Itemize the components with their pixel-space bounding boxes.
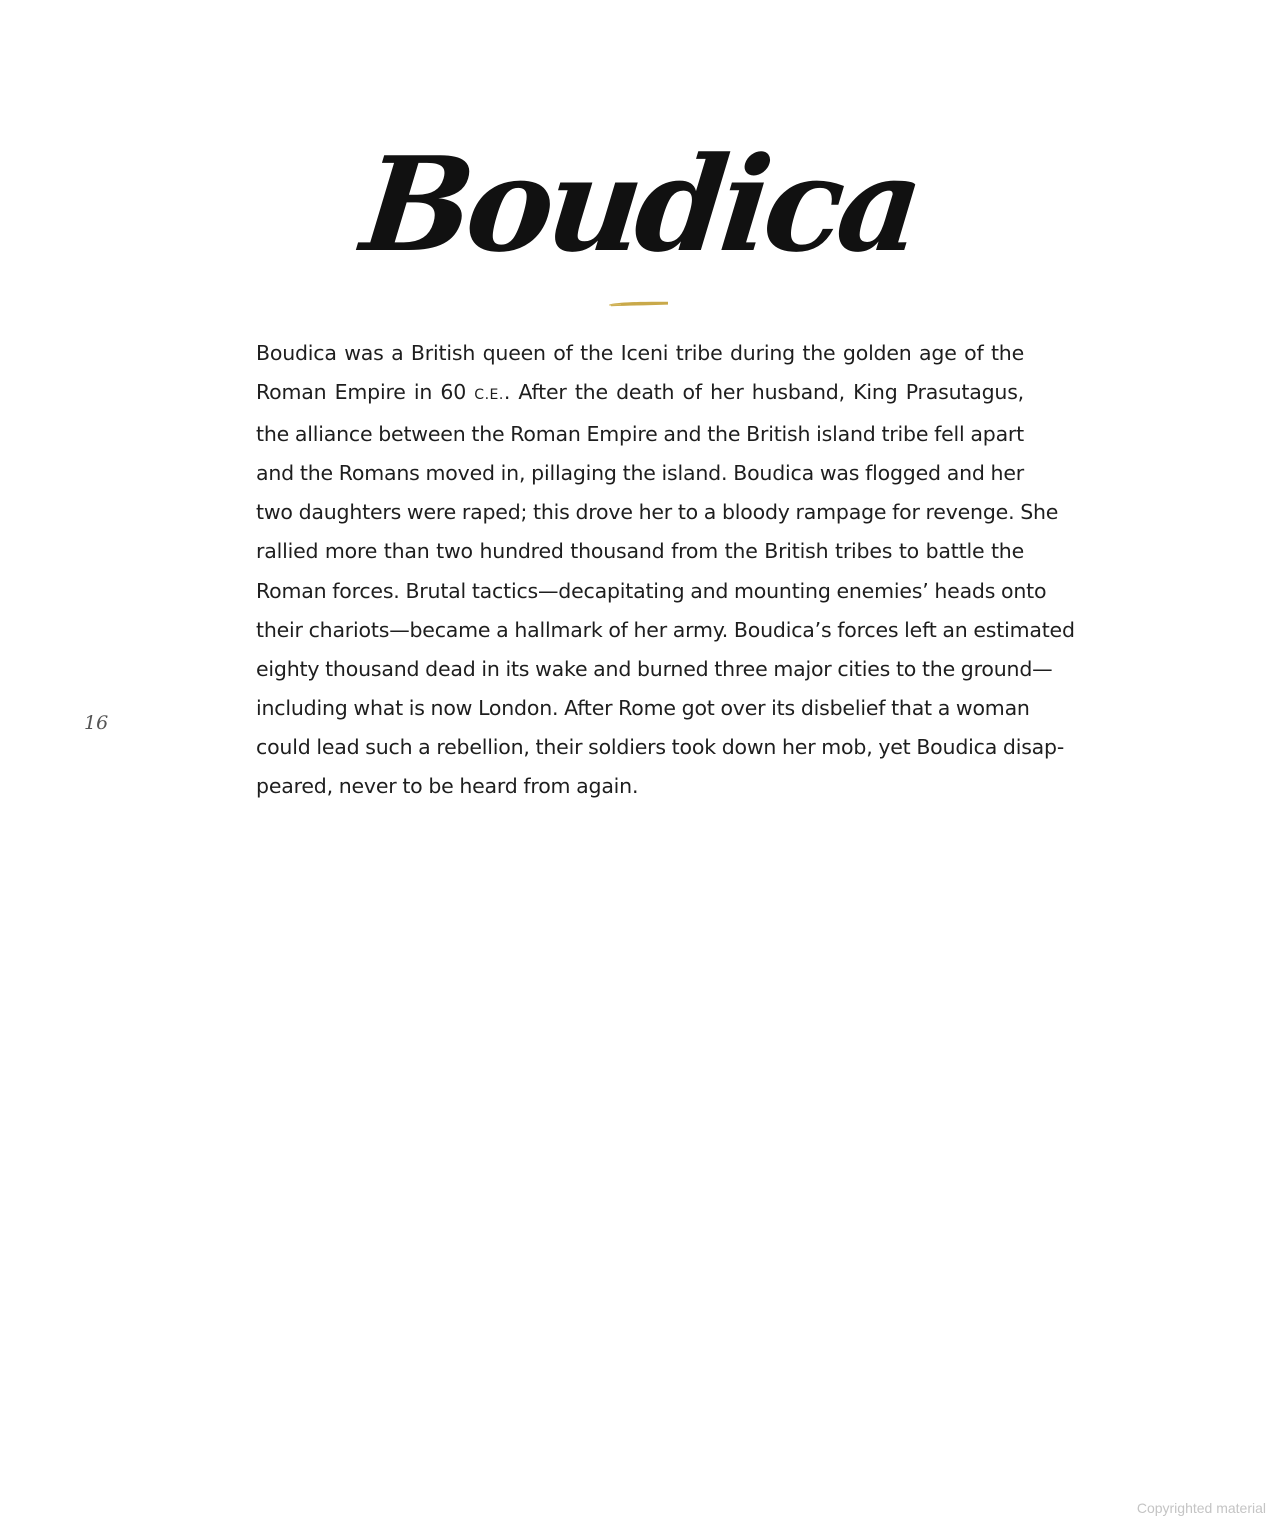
chapter-title: Boudica <box>355 128 925 281</box>
paragraph-line: including what is now London. After Rome got over its disbelief that a woman <box>256 695 1030 720</box>
gold-brush-underline <box>609 300 669 307</box>
paragraph-line: and the Romans moved in, pillaging the island. Boudica was flogged and her <box>256 461 1024 486</box>
paragraph-line <box>256 373 1024 415</box>
era-abbreviation: C.E. <box>474 387 504 404</box>
paragraph-line: their chariots—became a hallmark of her army. Boudica’s forces left an estimated <box>256 617 1075 642</box>
paragraph-line: Roman forces. Brutal tactics—decapitating and mounting enemies’ heads onto <box>256 578 1047 603</box>
copyright-watermark: Copyrighted material <box>1136 1500 1266 1516</box>
biography-paragraph <box>256 334 1075 806</box>
paragraph-line: peared, never to be heard from again. <box>256 774 639 799</box>
page-number: 16 <box>84 712 109 734</box>
paragraph-line: rallied more than two hundred thousand from the British tribes to battle the <box>256 539 1024 564</box>
paragraph-line: the alliance between the Roman Empire and the British island tribe fell apart <box>256 422 1024 447</box>
line-text: Roman Empire in 60 <box>256 380 475 405</box>
paragraph-line: two daughters were raped; this drove her to a bloody rampage for revenge. She <box>256 500 1059 525</box>
paragraph-line: eighty thousand dead in its wake and burned three major cities to the ground— <box>256 656 1053 681</box>
paragraph-line: could lead such a rebellion, their soldiers took down her mob, yet Boudica disap- <box>256 734 1065 759</box>
paragraph-line: Boudica was a British queen of the Iceni tribe during the golden age of the <box>256 341 1024 365</box>
line-text: . After the death of her husband, King Prasutagus, <box>503 380 1025 405</box>
